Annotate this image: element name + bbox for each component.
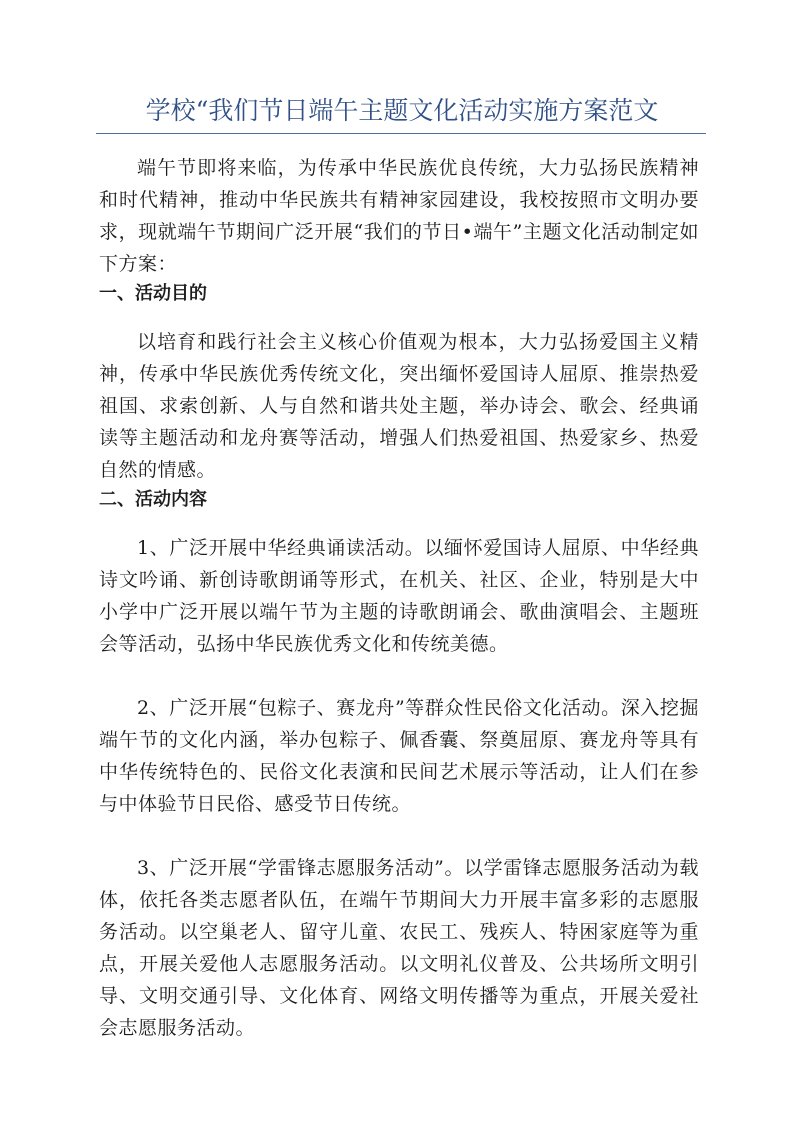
content-item-2: 2、广泛开展“包粽子、赛龙舟”等群众性民俗文化活动。深入挖掘端午节的文化内涵，举办包粽子、佩香囊、祭奠屈原、赛龙舟等具有中华传统特色的、民俗文化表演和民间艺术展示等活动，让人们在参与中体验节日民俗、感受节日传统。 [99, 697, 699, 815]
content-item-3: 3、广泛开展“学雷锋志愿服务活动”。以学雷锋志愿服务活动为载体，依托各类志愿者队伍，在端午节期间大力开展丰富多彩的志愿服务活动。以空巢老人、留守儿童、农民工、残疾人、特困家庭等为重点，开展关爱他人志愿服务活动。以文明礼仪普及、公共场所文明引导、文明交通引导、文化体育、网络文明传播等为重点，开展关爱社会志愿服务活动。 [99, 857, 699, 1039]
document-title: 学校“我们节日端午主题文化活动实施方案范文 [145, 96, 659, 125]
section-heading-purpose: 一、活动目的 [99, 283, 207, 304]
purpose-paragraph: 以培育和践行社会主义核心价值观为根本，大力弘扬爱国主义精神，传承中华民族优秀传统文化，突出缅怀爱国诗人屈原、推崇热爱祖国、求索创新、人与自然和谐共处主题，举办诗会、歌会、经典诵读等主题活动和龙舟赛等活动，增强人们热爱祖国、热爱家乡、热爱自然的情感。 [99, 331, 699, 481]
intro-paragraph: 端午节即将来临，为传承中华民族优良传统，大力弘扬民族精神和时代精神，推动中华民族共有精神家园建设，我校按照市文明办要求，现就端午节期间广泛开展“我们的节日•端午”主题文化活动制定如下方案： [99, 157, 699, 275]
title-underline [96, 133, 706, 134]
section-heading-content: 二、活动内容 [99, 489, 207, 510]
content-item-1: 1、广泛开展中华经典诵读活动。以缅怀爱国诗人屈原、中华经典诗文吟诵、新创诗歌朗诵等形式，在机关、社区、企业，特别是大中小学中广泛开展以端午节为主题的诗歌朗诵会、歌曲演唱会、主题班会等活动，弘扬中华民族优秀文化和传统美德。 [99, 537, 699, 655]
